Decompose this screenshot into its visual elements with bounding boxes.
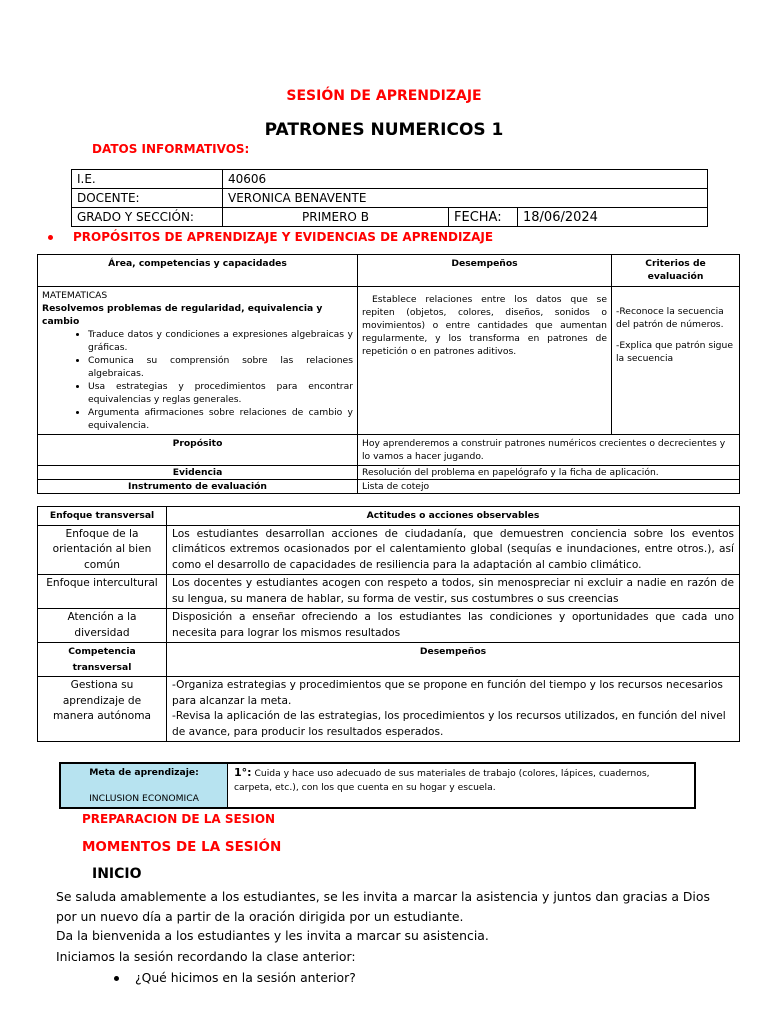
desempeno-2: -Revisa la aplicación de las estrategias, los procedimientos y los recursos utilizados, en función del nivel de avance, para producir los resultados esperados. (172, 710, 726, 738)
competencia-transversal-header: Competencia transversal (38, 643, 167, 677)
inicio-paragraph-3: Iniciamos la sesión recordando la clase anterior: (56, 949, 356, 964)
fecha-value: 18/06/2024 (518, 208, 708, 227)
list-item: • Traduce datos y condiciones a expresiones algebraicas y gráficas. (88, 328, 353, 354)
list-item: • Usa estrategias y procedimientos para encontrar equivalencias y reglas generales. (88, 380, 353, 406)
meta-label-cell (60, 763, 228, 808)
col-header-criterios: Criterios de evaluación (612, 255, 740, 287)
evidencia-label: Evidencia (38, 466, 358, 480)
enfoque-name: Atención a la diversidad (38, 609, 167, 643)
question-item (114, 968, 356, 988)
fecha-label: FECHA: (449, 208, 518, 227)
inicio-paragraph-1: Se saluda amablemente a los estudiantes, se les invita a marcar la asistencia y juntos dan gracias a Dios por un nuevo día a partir de la oración dirigida por un estudiante. (56, 889, 710, 924)
meta-table (59, 762, 696, 809)
session-title: SESIÓN DE APRENDIZAJE (286, 88, 482, 104)
col-header-enfoque: Enfoque transversal (38, 507, 167, 526)
criterio-2: -Explica que patrón sigue la secuencia (616, 340, 733, 364)
col-header-desempenos: Desempeños (358, 255, 612, 287)
momentos-heading: MOMENTOS DE LA SESIÓN (82, 839, 282, 855)
docente-label: DOCENTE: (72, 189, 223, 208)
enfoque-actitud: Los docentes y estudiantes acogen con respeto a todos, sin menospreciar ni excluir a nadie en razón de su lengua, su manera de hablar, su forma de vestir, sus costumbres o sus creencias (167, 575, 740, 609)
desempenos-cell (167, 677, 740, 742)
ie-label: I.E. (72, 170, 223, 189)
ie-value: 40606 (223, 170, 708, 189)
competencia-transversal-value: Gestiona su aprendizaje de manera autónoma (38, 677, 167, 742)
instrumento-label: Instrumento de evaluación (38, 480, 358, 494)
question-text: ¿Qué hicimos en la sesión anterior? (135, 970, 356, 985)
area-cell (38, 287, 358, 435)
bullet-icon (114, 976, 119, 981)
evidencia-value: Resolución del problema en papelógrafo y la ficha de aplicación. (358, 466, 740, 480)
preparacion-heading: PREPARACION DE LA SESION (82, 812, 276, 826)
grado-label: GRADO Y SECCIÓN: (72, 208, 223, 227)
proposito-value: Hoy aprenderemos a construir patrones numéricos crecientes o decrecientes y lo vamos a hacer jugando. (358, 435, 740, 466)
bullet-icon (48, 235, 53, 240)
enfoque-name: Enfoque de la orientación al bien común (38, 525, 167, 575)
desempenos-header: Desempeños (167, 643, 740, 677)
criterio-1: -Reconoce la secuencia del patrón de números. (616, 306, 724, 330)
meta-number: 1°: (234, 766, 252, 779)
enfoque-actitud: Los estudiantes desarrollan acciones de ciudadanía, que demuestren conciencia sobre los eventos climáticos extremos ocasionados por el calentamiento global (sequías e inundaciones, entre otros.), así como el desarrollo de capacidades de resiliencia para la adaptación al cambio climático. (167, 525, 740, 575)
inicio-paragraph-2: Da la bienvenida a los estudiantes y les invita a marcar su asistencia. (56, 928, 489, 943)
page-title: PATRONES NUMERICOS 1 (264, 120, 504, 140)
competencia-name: Resolvemos problemas de regularidad, equivalencia y cambio (42, 303, 323, 327)
docente-value: VERONICA BENAVENTE (223, 189, 708, 208)
list-item: • Argumenta afirmaciones sobre relaciones de cambio y equivalencia. (88, 406, 353, 432)
enfoque-name: Enfoque intercultural (38, 575, 167, 609)
proposito-label: Propósito (38, 435, 358, 466)
criterios-cell (612, 287, 740, 435)
meta-text-cell (228, 763, 696, 808)
info-table (71, 169, 708, 227)
capacidades-list (42, 328, 353, 432)
inicio-heading: INICIO (92, 866, 142, 882)
area-name: MATEMATICAS (42, 290, 108, 301)
propositos-heading: PROPÓSITOS DE APRENDIZAJE Y EVIDENCIAS DE APRENDIZAJE (48, 230, 493, 244)
list-item: • Comunica su comprensión sobre las relaciones algebraicas. (88, 354, 353, 380)
meta-text: Cuida y hace uso adecuado de sus materiales de trabajo (colores, lápices, cuadernos, carpeta, etc.), con los que cuenta en su hogar y escuela. (234, 768, 650, 793)
competencias-table (37, 254, 740, 494)
meta-sublabel: INCLUSION ECONOMICA (89, 793, 199, 804)
enfoques-table (37, 506, 740, 742)
grado-value: PRIMERO B (223, 208, 449, 227)
col-header-actitudes: Actitudes o acciones observables (167, 507, 740, 526)
datos-informativos-label: DATOS INFORMATIVOS: (92, 142, 250, 156)
meta-label: Meta de aprendizaje: (89, 767, 199, 778)
desempeno-cell: Establece relaciones entre los datos que se repiten (objetos, colores, diseños, sonidos o movimientos) o entre cantidades que aumentan regularmente, y los transforma en patrones de repetición o en patrones aditivos. (358, 287, 612, 435)
desempeno-1: -Organiza estrategias y procedimientos que se propone en función del tiempo y los recursos necesarios para alcanzar la meta. (172, 679, 723, 707)
col-header-area: Área, competencias y capacidades (38, 255, 358, 287)
enfoque-actitud: Disposición a enseñar ofreciendo a los estudiantes las condiciones y oportunidades que cada uno necesita para lograr los mismos resultados (167, 609, 740, 643)
instrumento-value: Lista de cotejo (358, 480, 740, 494)
